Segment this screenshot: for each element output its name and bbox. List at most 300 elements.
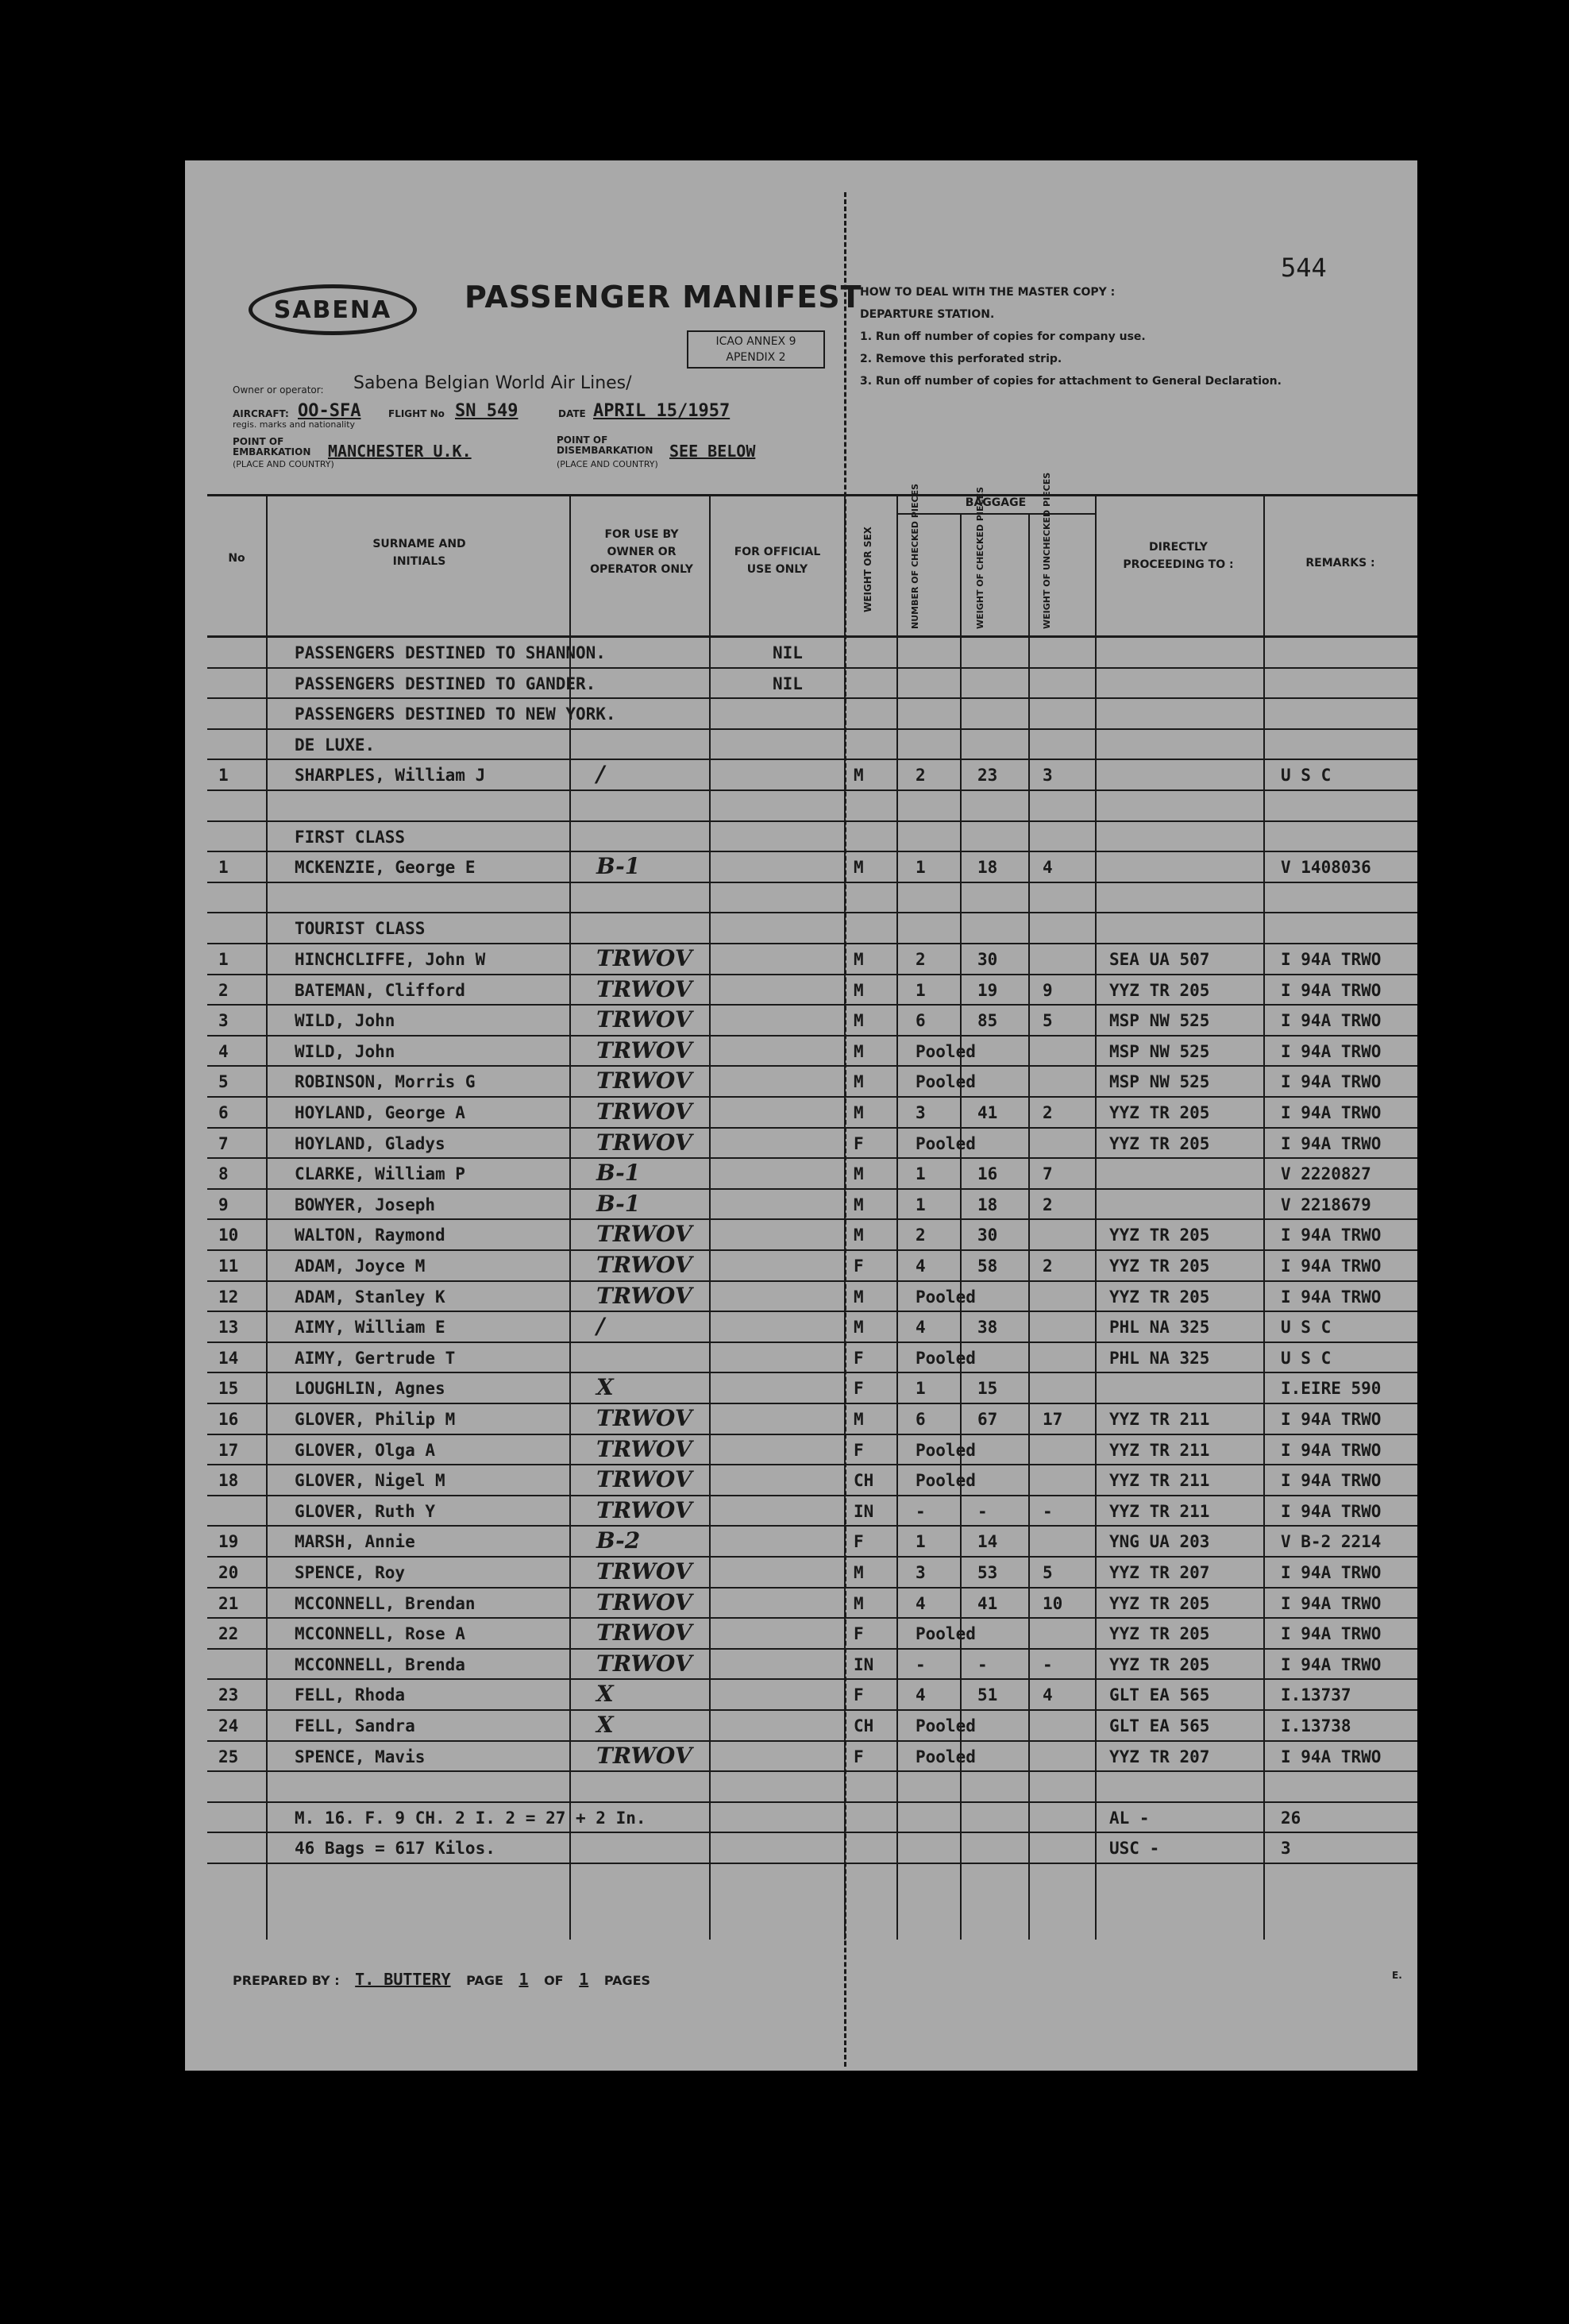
table-row [185, 1250, 1417, 1281]
remarks: I.13737 [1281, 1685, 1351, 1705]
owner-use-mark: X [596, 1374, 614, 1401]
row-number: 9 [218, 1195, 229, 1214]
passenger-name: ADAM, Joyce M [295, 1257, 426, 1276]
destination: GLT EA 565 [1109, 1716, 1210, 1735]
destination: YYZ TR 211 [1109, 1501, 1210, 1521]
destination: MSP NW 525 [1109, 1011, 1210, 1031]
passenger-name: GLOVER, Nigel M [295, 1471, 445, 1491]
passenger-name: HOYLAND, George A [295, 1103, 465, 1122]
passenger-name: AIMY, William E [295, 1318, 445, 1338]
table-row [185, 1465, 1417, 1496]
remarks: I 94A TRWO [1281, 980, 1382, 1000]
passenger-name: ROBINSON, Morris G [295, 1072, 476, 1092]
passenger-name: 46 Bags = 617 Kilos. [295, 1839, 495, 1859]
passenger-name: FELL, Sandra [295, 1716, 415, 1735]
sex-code: M [854, 1164, 864, 1184]
table-row [185, 637, 1417, 668]
unchecked-weight: 2 [1043, 1257, 1053, 1276]
remarks: V 1408036 [1281, 858, 1371, 878]
remarks: I 94A TRWO [1281, 1593, 1382, 1613]
corner-mark: E. [1392, 1970, 1402, 1981]
table-top-line [207, 494, 1417, 496]
instruction-item: 2. Remove this perforated strip. [860, 353, 1062, 365]
unchecked-weight: - [1043, 1501, 1053, 1521]
date-value: APRIL 15/1957 [593, 401, 731, 421]
owner-use-mark: TRWOV [596, 945, 692, 971]
table-row [185, 1526, 1417, 1557]
table-row [185, 1097, 1417, 1128]
unchecked-weight: 3 [1043, 766, 1053, 786]
table-row [185, 913, 1417, 944]
owner-use-mark: TRWOV [596, 1006, 692, 1033]
remarks: I 94A TRWO [1281, 1624, 1382, 1644]
checked-weight: 14 [977, 1532, 998, 1552]
row-number: 1 [218, 766, 229, 786]
owner-use-mark: B-1 [596, 1160, 641, 1187]
official-use: NIL [773, 643, 803, 662]
table-row [185, 1005, 1417, 1036]
passenger-name: GLOVER, Olga A [295, 1440, 436, 1460]
unchecked-weight: 7 [1043, 1164, 1053, 1184]
sex-code: M [854, 766, 864, 786]
checked-weight: 41 [977, 1593, 998, 1613]
checked-pieces: 1 [916, 1164, 926, 1184]
remarks: I.13738 [1281, 1716, 1351, 1735]
col-header-unchecked: WEIGHT OF UNCHECKED PIECES [1042, 472, 1052, 629]
passenger-name: GLOVER, Ruth Y [295, 1501, 436, 1521]
sex-code: F [854, 1133, 864, 1153]
destination: MSP NW 525 [1109, 1072, 1210, 1092]
checked-pieces: 1 [916, 980, 926, 1000]
remarks: I 94A TRWO [1281, 1011, 1382, 1031]
row-number: 1 [218, 858, 229, 878]
checked-pieces: 1 [916, 1532, 926, 1552]
passenger-name: CLARKE, William P [295, 1164, 465, 1184]
owner-use-mark: B-1 [596, 853, 641, 880]
checked-pieces: 2 [916, 950, 926, 969]
passenger-name: HOYLAND, Gladys [295, 1133, 445, 1153]
owner-use-mark: TRWOV [596, 1129, 692, 1156]
sex-code: IN [854, 1654, 874, 1674]
instructions [860, 281, 1305, 392]
passenger-name: WILD, John [295, 1011, 395, 1031]
sex-code: IN [854, 1501, 874, 1521]
owner-use-mark: TRWOV [596, 1589, 692, 1616]
checked-weight: 19 [977, 980, 998, 1000]
owner-use-mark: B-2 [596, 1527, 641, 1554]
checked-weight: 23 [977, 766, 998, 786]
sex-code: M [854, 1593, 864, 1613]
sex-code: M [854, 1072, 864, 1092]
instructions-heading: HOW TO DEAL WITH THE MASTER COPY : [860, 286, 1116, 299]
owner-use-mark: TRWOV [596, 1221, 692, 1248]
date-label: DATE [558, 408, 586, 419]
owner-use-mark: TRWOV [596, 1037, 692, 1064]
sex-code: F [854, 1747, 864, 1766]
pages-label: PAGES [603, 1973, 651, 1988]
checked-pieces: - [916, 1654, 926, 1674]
owner-use-mark: TRWOV [596, 1252, 692, 1278]
col-header-no: No [228, 552, 245, 565]
owner-value: Sabena Belgian World Air Lines/ [353, 373, 632, 393]
destination: YYZ TR 205 [1109, 1593, 1210, 1613]
owner-use-mark: / [596, 761, 605, 788]
remarks: I.EIRE 590 [1281, 1379, 1382, 1399]
remarks: V 2218679 [1281, 1195, 1371, 1214]
sex-code: M [854, 1195, 864, 1214]
row-number: 22 [218, 1624, 239, 1644]
unchecked-weight: - [1043, 1654, 1053, 1674]
passenger-name: SPENCE, Mavis [295, 1747, 426, 1766]
row-number: 20 [218, 1563, 239, 1582]
sex-code: M [854, 1318, 864, 1338]
remarks: I 94A TRWO [1281, 1410, 1382, 1429]
table-row [185, 1158, 1417, 1189]
checked-weight: 38 [977, 1318, 998, 1338]
table-row [185, 698, 1417, 729]
destination: YYZ TR 211 [1109, 1440, 1210, 1460]
sex-code: M [854, 1563, 864, 1582]
passenger-name: HINCHCLIFFE, John W [295, 950, 486, 969]
remarks: I 94A TRWO [1281, 1257, 1382, 1276]
remarks: I 94A TRWO [1281, 1072, 1382, 1092]
table-row [185, 1802, 1417, 1833]
checked-weight: 41 [977, 1103, 998, 1122]
passenger-name: SHARPLES, William J [295, 766, 486, 786]
official-use: NIL [773, 674, 803, 693]
destination: YYZ TR 211 [1109, 1471, 1210, 1491]
page-number: 544 [1281, 253, 1327, 283]
passenger-name: ADAM, Stanley K [295, 1287, 445, 1307]
row-number: 15 [218, 1379, 239, 1399]
checked-pieces: Pooled [916, 1348, 976, 1368]
remarks: U S C [1281, 1318, 1332, 1338]
checked-weight: 51 [977, 1685, 998, 1705]
row-number: 19 [218, 1532, 239, 1552]
unchecked-weight: 2 [1043, 1195, 1053, 1214]
embark-value: MANCHESTER U.K. [328, 442, 472, 461]
table-row [185, 1372, 1417, 1403]
sex-code: F [854, 1379, 864, 1399]
unchecked-weight: 17 [1043, 1410, 1063, 1429]
destination: YYZ TR 205 [1109, 1103, 1210, 1122]
row-number: 25 [218, 1747, 239, 1766]
table-row [185, 790, 1417, 821]
manifest-sheet [185, 160, 1417, 2071]
remarks: U S C [1281, 766, 1332, 786]
prepared-by: T. BUTTERY [355, 1970, 451, 1989]
destination: GLT EA 565 [1109, 1685, 1210, 1705]
page-label: PAGE [466, 1973, 503, 1988]
table-row [185, 944, 1417, 975]
col-header-proceeding: DIRECTLY PROCEEDING TO : [1123, 541, 1234, 571]
embark-sub: (PLACE AND COUNTRY) [233, 459, 334, 469]
owner-use-mark: TRWOV [596, 1282, 692, 1309]
row-number: 7 [218, 1133, 229, 1153]
row-number: 16 [218, 1410, 239, 1429]
table-row [185, 1710, 1417, 1741]
sex-code: F [854, 1257, 864, 1276]
sex-code: M [854, 1041, 864, 1061]
passenger-name: LOUGHLIN, Agnes [295, 1379, 445, 1399]
remarks: I 94A TRWO [1281, 1747, 1382, 1766]
sex-code: M [854, 1410, 864, 1429]
row-number: 21 [218, 1593, 239, 1613]
table-row [185, 1496, 1417, 1527]
col-header-owner-use: FOR USE BY OWNER OR OPERATOR ONLY [590, 528, 693, 576]
checked-pieces: 6 [916, 1011, 926, 1031]
destination: YYZ TR 205 [1109, 1654, 1210, 1674]
table-row [185, 759, 1417, 790]
destination: PHL NA 325 [1109, 1318, 1210, 1338]
table-row [185, 1036, 1417, 1067]
checked-weight: 18 [977, 858, 998, 878]
sabena-logo [249, 284, 417, 335]
unchecked-weight: 5 [1043, 1011, 1053, 1031]
checked-pieces: 4 [916, 1685, 926, 1705]
row-number: 1 [218, 950, 229, 969]
flight-label: FLIGHT No [388, 408, 445, 419]
instruction-item: 3. Run off number of copies for attachment to General Declaration. [860, 375, 1282, 388]
owner-use-mark: X [596, 1712, 614, 1738]
checked-weight: 30 [977, 950, 998, 969]
checked-pieces: Pooled [916, 1072, 976, 1092]
checked-weight: 30 [977, 1226, 998, 1245]
remarks: I 94A TRWO [1281, 1133, 1382, 1153]
table-row [185, 1128, 1417, 1159]
checked-pieces: 4 [916, 1257, 926, 1276]
checked-pieces: 4 [916, 1593, 926, 1613]
col-header-checked-pieces: NUMBER OF CHECKED PIECES [910, 483, 920, 629]
checked-pieces: Pooled [916, 1471, 976, 1491]
checked-weight: 15 [977, 1379, 998, 1399]
checked-pieces: 1 [916, 1379, 926, 1399]
passenger-name: FIRST CLASS [295, 827, 406, 847]
passenger-name: WILD, John [295, 1041, 395, 1061]
destination: YYZ TR 205 [1109, 980, 1210, 1000]
owner-use-mark: TRWOV [596, 1650, 692, 1677]
destination: USC - [1109, 1839, 1160, 1859]
row-number: 5 [218, 1072, 229, 1092]
owner-use-mark: X [596, 1681, 614, 1708]
table-row [185, 729, 1417, 760]
checked-pieces: Pooled [916, 1440, 976, 1460]
page-value: 1 [519, 1970, 529, 1989]
checked-weight: - [977, 1654, 988, 1674]
sex-code: F [854, 1532, 864, 1552]
table-row [185, 851, 1417, 882]
remarks: I 94A TRWO [1281, 950, 1382, 969]
sex-code: F [854, 1624, 864, 1644]
aircraft-value: OO-SFA [298, 401, 361, 421]
row-number: 2 [218, 980, 229, 1000]
table-row [185, 1618, 1417, 1649]
table-row [185, 975, 1417, 1006]
table-row [185, 1311, 1417, 1342]
remarks: I 94A TRWO [1281, 1471, 1382, 1491]
sex-code: M [854, 980, 864, 1000]
checked-pieces: 4 [916, 1318, 926, 1338]
disembark-sub: (PLACE AND COUNTRY) [557, 459, 658, 469]
row-number: 4 [218, 1041, 229, 1061]
row-number: 23 [218, 1685, 239, 1705]
owner-use-mark: TRWOV [596, 1496, 692, 1523]
owner-use-mark: TRWOV [596, 1619, 692, 1646]
remarks: I 94A TRWO [1281, 1041, 1382, 1061]
remarks: I 94A TRWO [1281, 1654, 1382, 1674]
destination: YYZ TR 205 [1109, 1133, 1210, 1153]
owner-use-mark: TRWOV [596, 1405, 692, 1431]
table-row [185, 1189, 1417, 1220]
instruction-item: 1. Run off number of copies for company use. [860, 330, 1146, 343]
row-number: 17 [218, 1440, 239, 1460]
aircraft-sub: regis. marks and nationality [233, 419, 356, 430]
destination: YYZ TR 211 [1109, 1410, 1210, 1429]
checked-pieces: 6 [916, 1410, 926, 1429]
table-row [185, 1588, 1417, 1619]
table-row [185, 1557, 1417, 1588]
checked-weight: 18 [977, 1195, 998, 1214]
passenger-name: AIMY, Gertrude T [295, 1348, 456, 1368]
prepared-label: PREPARED BY : [233, 1973, 340, 1988]
remarks: V 2220827 [1281, 1164, 1371, 1184]
table-row [185, 1434, 1417, 1465]
checked-pieces: 3 [916, 1563, 926, 1582]
sex-code: CH [854, 1716, 874, 1735]
of-label: OF [544, 1973, 564, 1988]
table-row [185, 821, 1417, 852]
passenger-name: PASSENGERS DESTINED TO GANDER. [295, 674, 596, 693]
sex-code: F [854, 1685, 864, 1705]
checked-pieces: Pooled [916, 1133, 976, 1153]
table-row [185, 882, 1417, 913]
passenger-name: GLOVER, Philip M [295, 1410, 456, 1429]
owner-label: Owner or operator: [233, 384, 324, 396]
row-number: 8 [218, 1164, 229, 1184]
sex-code: CH [854, 1471, 874, 1491]
owner-use-mark: TRWOV [596, 975, 692, 1002]
table-row [185, 1679, 1417, 1710]
row-line [207, 1863, 1417, 1864]
passenger-name: BATEMAN, Clifford [295, 980, 465, 1000]
row-number: 11 [218, 1257, 239, 1276]
checked-weight: 16 [977, 1164, 998, 1184]
unchecked-weight: 4 [1043, 858, 1053, 878]
checked-pieces: Pooled [916, 1716, 976, 1735]
icao-line2: APENDIX 2 [726, 351, 786, 364]
passenger-name: MCCONNELL, Brenda [295, 1654, 465, 1674]
owner-use-mark: TRWOV [596, 1435, 692, 1462]
sex-code: M [854, 1226, 864, 1245]
col-header-surname: SURNAME AND INITIALS [372, 538, 466, 568]
checked-pieces: 2 [916, 766, 926, 786]
checked-weight: 85 [977, 1011, 998, 1031]
sex-code: M [854, 858, 864, 878]
checked-pieces: 1 [916, 1195, 926, 1214]
remarks: 26 [1281, 1808, 1301, 1828]
col-header-weight-sex: WEIGHT OR SEX [862, 527, 873, 612]
table-row [185, 668, 1417, 699]
logo-text: SABENA [273, 295, 392, 324]
destination: YNG UA 203 [1109, 1532, 1210, 1552]
checked-weight: - [977, 1501, 988, 1521]
passenger-name: M. 16. F. 9 CH. 2 I. 2 = 27 + 2 In. [295, 1808, 646, 1828]
destination: YYZ TR 207 [1109, 1747, 1210, 1766]
remarks: I 94A TRWO [1281, 1440, 1382, 1460]
passenger-name: PASSENGERS DESTINED TO NEW YORK. [295, 705, 616, 724]
passenger-name: WALTON, Raymond [295, 1226, 445, 1245]
table-row [185, 1741, 1417, 1772]
row-number: 3 [218, 1011, 229, 1031]
of-value: 1 [579, 1970, 589, 1989]
destination: PHL NA 325 [1109, 1348, 1210, 1368]
table-row [185, 1342, 1417, 1373]
embark-label: POINT OF EMBARKATION [233, 436, 311, 457]
sex-code: M [854, 1103, 864, 1122]
col-header-checked-weight: WEIGHT OF CHECKED PIECES [975, 486, 985, 629]
table-row [185, 1219, 1417, 1250]
checked-pieces: 2 [916, 1226, 926, 1245]
checked-pieces: 1 [916, 858, 926, 878]
checked-pieces: Pooled [916, 1747, 976, 1766]
destination: YYZ TR 205 [1109, 1257, 1210, 1276]
col-header-baggage: BAGGAGE [965, 496, 1027, 509]
remarks: V B-2 2214 [1281, 1532, 1382, 1552]
remarks: I 94A TRWO [1281, 1563, 1382, 1582]
passenger-name: BOWYER, Joseph [295, 1195, 436, 1214]
owner-use-mark: TRWOV [596, 1067, 692, 1094]
sex-code: M [854, 950, 864, 969]
owner-use-mark: TRWOV [596, 1098, 692, 1125]
checked-weight: 53 [977, 1563, 998, 1582]
destination: YYZ TR 207 [1109, 1563, 1210, 1582]
unchecked-weight: 5 [1043, 1563, 1053, 1582]
table-row [185, 1403, 1417, 1434]
remarks: I 94A TRWO [1281, 1103, 1382, 1122]
checked-pieces: 3 [916, 1103, 926, 1122]
sex-code: F [854, 1348, 864, 1368]
disembark-label: POINT OF DISEMBARKATION [557, 434, 653, 456]
aircraft-label: AIRCRAFT: [233, 408, 289, 419]
owner-use-mark: B-1 [596, 1190, 641, 1217]
passenger-name: MCCONNELL, Rose A [295, 1624, 465, 1644]
instructions-station: DEPARTURE STATION. [860, 308, 995, 321]
owner-use-mark: TRWOV [596, 1558, 692, 1585]
passenger-name: TOURIST CLASS [295, 919, 426, 939]
unchecked-weight: 10 [1043, 1593, 1063, 1613]
owner-use-mark: / [596, 1313, 605, 1340]
passenger-name: MCKENZIE, George E [295, 858, 476, 878]
sex-code: F [854, 1440, 864, 1460]
sex-code: M [854, 1287, 864, 1307]
table-row [185, 1649, 1417, 1680]
row-number: 14 [218, 1348, 239, 1368]
destination: YYZ TR 205 [1109, 1226, 1210, 1245]
row-number: 12 [218, 1287, 239, 1307]
remarks: I 94A TRWO [1281, 1226, 1382, 1245]
row-number: 6 [218, 1103, 229, 1122]
icao-line1: ICAO ANNEX 9 [715, 335, 796, 348]
passenger-name: MCCONNELL, Brendan [295, 1593, 476, 1613]
footer [233, 1970, 661, 1989]
passenger-name: PASSENGERS DESTINED TO SHANNON. [295, 643, 606, 662]
checked-weight: 67 [977, 1410, 998, 1429]
icao-box [687, 330, 825, 369]
checked-pieces: Pooled [916, 1287, 976, 1307]
passenger-name: FELL, Rhoda [295, 1685, 406, 1705]
col-header-official: FOR OFFICIAL USE ONLY [734, 546, 821, 576]
unchecked-weight: 2 [1043, 1103, 1053, 1122]
